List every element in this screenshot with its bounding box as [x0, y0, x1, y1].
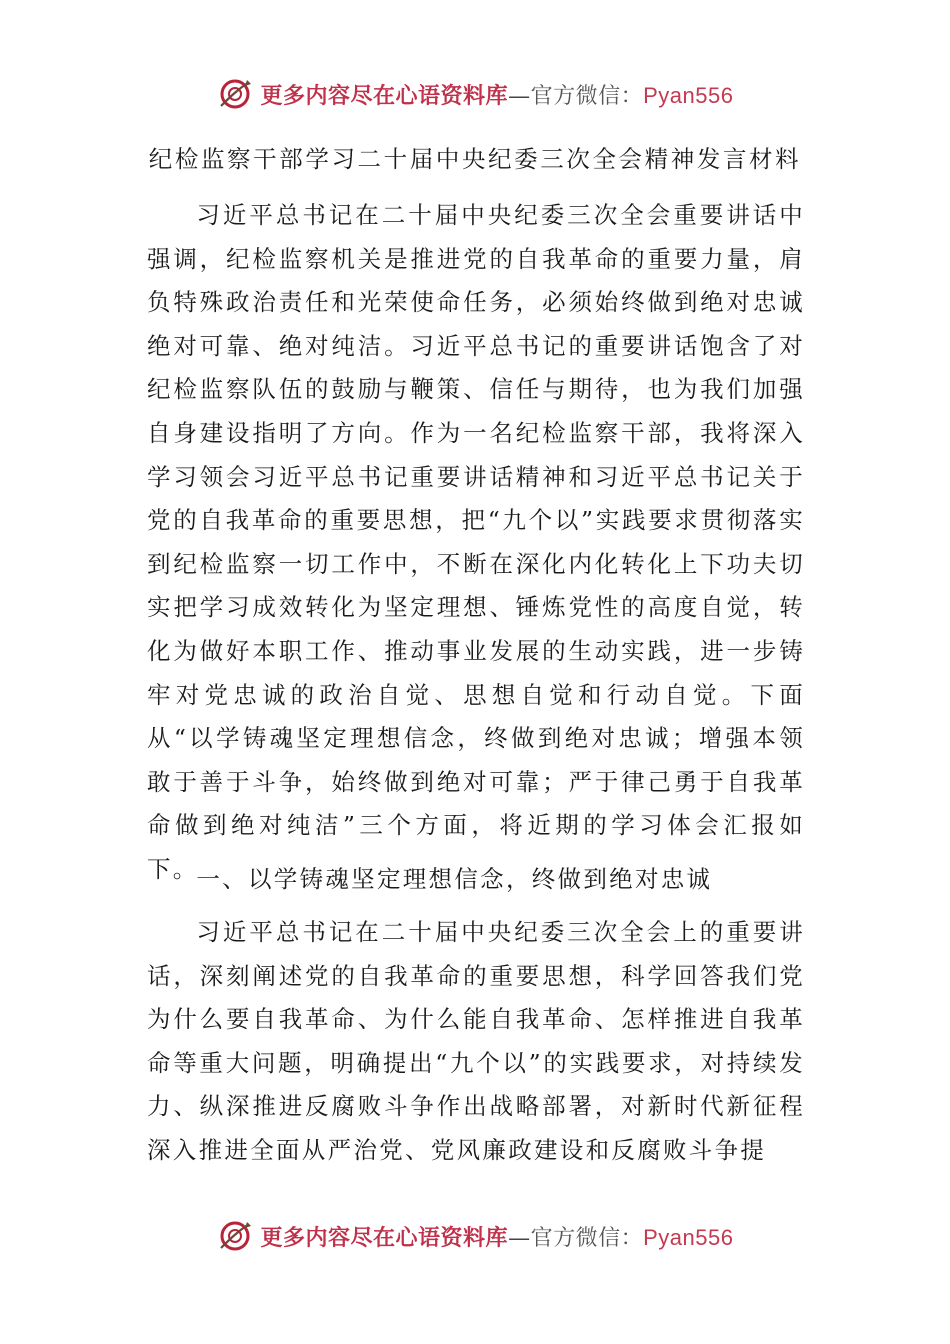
- banner-label: 官方微信：: [530, 1225, 644, 1251]
- banner-text: [261, 79, 734, 110]
- logo-icon: [217, 1218, 253, 1254]
- banner-separator: —: [508, 83, 531, 109]
- logo-icon: [217, 76, 253, 112]
- banner-brand: 更多内容尽在心语资料库: [260, 1224, 509, 1251]
- header-banner: [0, 72, 950, 116]
- footer-banner: [0, 1214, 950, 1258]
- banner-wechat-id: Pyan556: [643, 1224, 734, 1250]
- section-paragraph: 习近平总书记在二十届中央纪委三次全会上的重要讲话，深刻阐述党的自我革命的重要思想，科学回答我们党为什么要自我革命、为什么能自我革命、怎样推进自我革命等重大问题，明确提出“九个以”的实践要求，对持续发力、纵深推进反腐败斗争作出战略部署，对新时代新征程深入推进全面从严治党、党风廉政建设和反腐败斗争提: [147, 918, 805, 1164]
- banner-separator: —: [508, 1225, 531, 1251]
- banner-label: 官方微信：: [530, 83, 644, 109]
- banner-text: [261, 1221, 734, 1252]
- document-title: 纪检监察干部学习二十届中央纪委三次全会精神发言材料: [148, 145, 802, 173]
- intro-paragraph: 习近平总书记在二十届中央纪委三次全会重要讲话中强调，纪检监察机关是推进党的自我革命的重要力量，肩负特殊政治责任和光荣使命任务，必须始终做到绝对忠诚绝对可靠、绝对纯洁。习近平总书记的重要讲话饱含了对纪检监察队伍的鼓励与鞭策、信任与期待，也为我们加强自身建设指明了方向。作为一名纪检监察干部，我将深入学习领会习近平总书记重要讲话精神和习近平总书记关于党的自我革命的重要思想，把“九个以”实践要求贯彻落实到纪检监察一切工作中，不断在深化内化转化上下功夫切实把学习成效转化为坚定理想、锤炼党性的高度自觉，转化为做好本职工作、推动事业发展的生动实践，进一步铸牢对党忠诚的政治自觉、思想自觉和行动自觉。下面从“以学铸魂坚定理想信念，终做到绝对忠诚；增强本领敢于善于斗争，始终做到绝对可靠；严于律己勇于自我革命做到绝对纯洁”三个方面，将近期的学习体会汇报如下。: [147, 201, 805, 883]
- section-heading: 一、以学铸魂坚定理想信念，终做到绝对忠诚: [196, 865, 713, 893]
- banner-brand: 更多内容尽在心语资料库: [260, 82, 509, 109]
- banner-wechat-id: Pyan556: [643, 82, 734, 108]
